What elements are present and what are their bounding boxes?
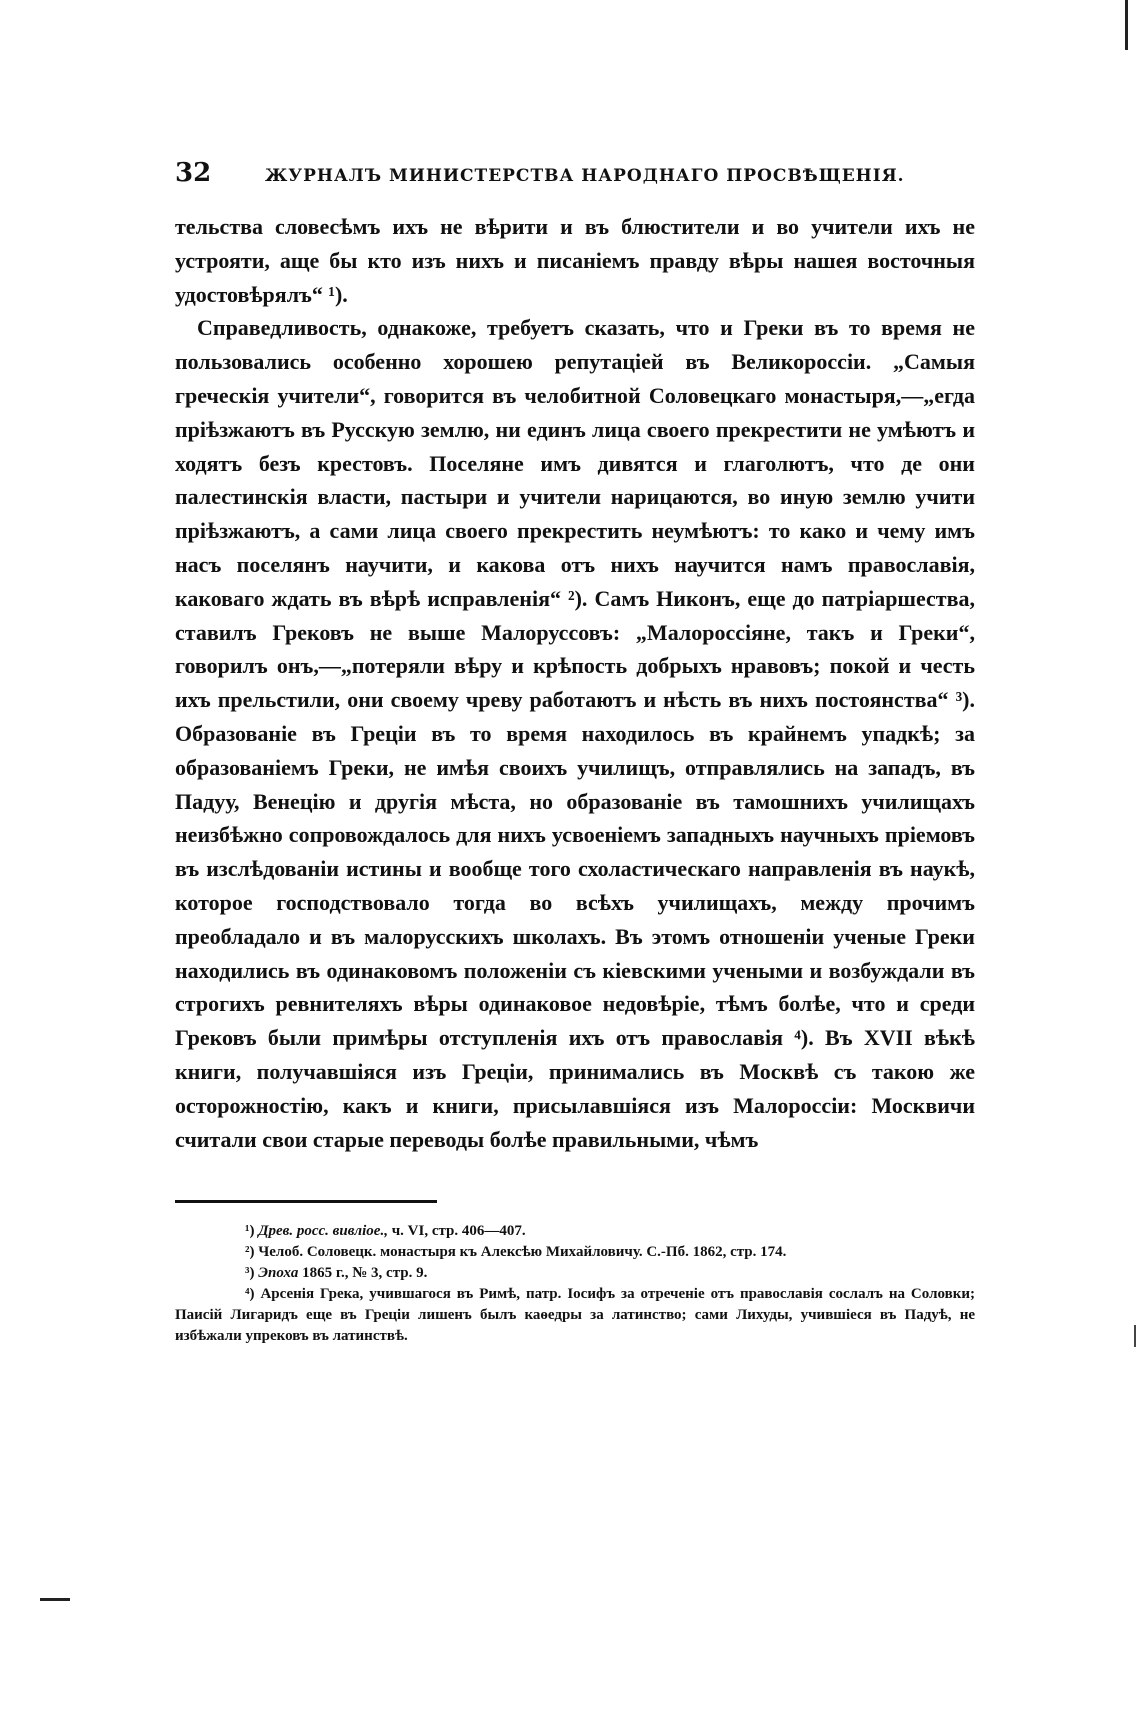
footnote-text: ч. VI, стр. 406—407. — [387, 1223, 526, 1240]
paragraph-continuation: тельства словесѣмъ ихъ не вѣрити и въ блюстители и во учители ихъ не устрояти, аще бы кто изъ нихъ и писаніемъ правду вѣры нашея восточныя удостовѣрялъ“ ¹). — [175, 214, 975, 307]
footnote-2 — [175, 1242, 975, 1263]
footnote-mark: ⁴) — [245, 1286, 255, 1303]
footnote-1 — [175, 1221, 975, 1242]
scan-edge-tick — [1134, 1325, 1136, 1347]
book-page — [175, 158, 975, 1347]
footnote-text: Челоб. Соловецк. монастыря къ Алексѣю Михайловичу. С.-Пб. 1862, стр. 174. — [258, 1244, 787, 1261]
footnote-mark: ¹) — [245, 1223, 255, 1240]
page-number: 32 — [175, 158, 212, 188]
footnote-3 — [175, 1263, 975, 1284]
scan-edge-mark — [1125, 0, 1128, 50]
footnote-mark: ²) — [245, 1244, 255, 1261]
paragraph-main: Справедливость, однакоже, требуетъ сказать, что и Греки въ то время не пользовались особенно хорошею репутаціей въ Великороссіи. „Самыя греческія учители“, говорится въ челобитной Соловецкаго монастыря,—„егда пріѣзжаютъ въ Русскую землю, ни единъ лица своего прекрестити не умѣютъ и ходятъ безъ крестовъ. Поселяне имъ дивятся и глаголютъ, что де они палестинскія власти, пастыри и учители нарицаются, во иную землю учити пріѣзжаютъ, а сами лица своего прекрестить неумѣютъ: то како и чему имъ насъ поселянъ научити, и какова отъ нихъ научится намъ православія, каковаго ждать въ вѣрѣ исправленія“ ²). Самъ Никонъ, еще до патріаршества, ставилъ Грековъ не выше Малоруссовъ: „Малороссіяне, такъ и Греки“, говорилъ онъ,—„потеряли вѣру и крѣпость добрыхъ нравовъ; покой и честь ихъ прельстили, они своему чреву работаютъ и нѣсть въ нихъ постоянства“ ³). Образованіе въ Греціи въ то время находилось въ крайнемъ упадкѣ; за образованіемъ Греки, не имѣя своихъ училищъ, отправлялись на западъ, въ Падуу, Венецію и другія мѣста, но образованіе въ тамошнихъ училищахъ неизбѣжно сопровождалось для нихъ усвоеніемъ западныхъ научныхъ пріемовъ въ изслѣдованіи истины и вообще того схоластическаго направленія въ наукѣ, которое господствовало тогда во всѣхъ училищахъ, между прочимъ преобладало и въ малорусскихъ школахъ. Въ этомъ отношеніи ученые Греки находились въ одинаковомъ положеніи съ кіевскими учеными и возбуждали въ строгихъ ревнителяхъ вѣры одинаковое недовѣріе, тѣмъ болѣе, что и среди Грековъ были примѣры отступленія ихъ отъ православія ⁴). Въ XVII вѣкѣ книги, получавшіяся изъ Греціи, принимались въ Москвѣ съ такою же осторожностію, какъ и книги, присылавшіяся изъ Малороссіи: Москвичи считали свои старые переводы болѣе правильными, чѣмъ — [175, 315, 975, 1152]
scan-margin-dash — [40, 1598, 70, 1601]
footnote-mark: ³) — [245, 1265, 255, 1282]
body-text — [175, 210, 975, 1156]
footnote-separator — [175, 1200, 437, 1203]
page-header — [175, 158, 975, 188]
footnote-text: Арсенія Грека, учившагося въ Римѣ, патр. Іосифъ за отреченіе отъ православія сослалъ на Соловки; Паисій Лигаридъ еще въ Греціи лишенъ былъ каѳедры за латинство; сами Лихуды, учившіеся въ Падуѣ, не избѣжали упрековъ въ латинствѣ. — [175, 1286, 975, 1345]
running-title: ЖУРНАЛЪ МИНИСТЕРСТВА НАРОДНАГО ПРОСВѢЩЕНІЯ. — [265, 166, 905, 186]
footnotes — [175, 1221, 975, 1347]
footnote-source: Древ. росс. вивліое., — [258, 1223, 388, 1240]
footnote-4 — [175, 1284, 975, 1347]
footnote-text: 1865 г., № 3, стр. 9. — [298, 1265, 428, 1282]
footnote-source: Эпоха — [258, 1265, 299, 1282]
